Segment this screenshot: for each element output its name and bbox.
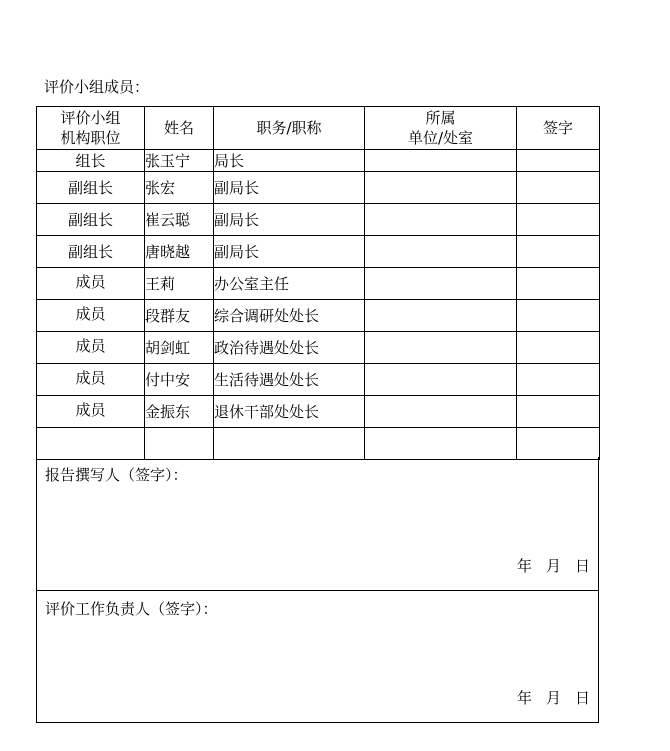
role-cell: 成员 [37,364,145,396]
role-cell [37,428,145,460]
name-cell: 胡剑虹 [145,332,214,364]
evaluation-lead-date [503,688,590,708]
title-cell: 副局长 [214,172,365,204]
table-row [37,396,600,428]
title-cell: 退休干部处处长 [214,396,365,428]
header-role-line2: 机构职位 [60,129,121,147]
header-signature: 签字 [517,107,600,150]
day-label: 日 [574,689,590,707]
evaluation-lead-label: 评价工作负责人（签字）： [45,600,218,618]
signature-cell [517,204,600,236]
title-cell: 政治待遇处处长 [214,332,365,364]
table-row [37,204,600,236]
header-title: 职务/职称 [214,107,365,150]
name-cell: 王莉 [145,268,214,300]
unit-cell [365,172,517,204]
signature-cell [517,236,600,268]
unit-cell [365,396,517,428]
unit-cell [365,150,517,172]
unit-cell [365,204,517,236]
report-writer-section [36,457,599,591]
header-role-line1: 评价小组 [60,109,121,127]
name-cell [145,428,214,460]
signature-cell [517,428,600,460]
title-cell: 综合调研处处长 [214,300,365,332]
evaluation-lead-section [36,591,599,723]
header-name: 姓名 [145,107,214,150]
role-cell: 成员 [37,300,145,332]
table-row [37,172,600,204]
signature-cell [517,332,600,364]
role-cell: 成员 [37,332,145,364]
unit-cell [365,268,517,300]
unit-cell [365,332,517,364]
header-unit-line2: 单位/处室 [407,129,474,147]
table-row [37,300,600,332]
title-cell [214,428,365,460]
unit-cell [365,300,517,332]
role-cell: 副组长 [37,236,145,268]
unit-cell [365,236,517,268]
table-row [37,236,600,268]
table-row [37,428,600,460]
role-cell: 成员 [37,268,145,300]
unit-cell [365,364,517,396]
signature-cell [517,396,600,428]
title-cell: 办公室主任 [214,268,365,300]
role-cell: 副组长 [37,172,145,204]
signature-cell [517,364,600,396]
signature-cell [517,300,600,332]
unit-cell [365,428,517,460]
table-header-row [37,107,600,150]
month-label: 月 [545,557,561,575]
title-cell: 副局长 [214,204,365,236]
evaluation-team-table [36,106,600,460]
header-unit [365,107,517,150]
table-row [37,150,600,172]
signature-cell [517,268,600,300]
role-cell: 副组长 [37,204,145,236]
name-cell: 付中安 [145,364,214,396]
header-unit-line1: 所属 [425,109,456,127]
year-label: 年 [516,557,532,575]
signature-cell [517,150,600,172]
title-cell: 生活待遇处处长 [214,364,365,396]
signature-cell [517,172,600,204]
table-row [37,364,600,396]
table-row [37,268,600,300]
name-cell: 段群友 [145,300,214,332]
name-cell: 唐晓越 [145,236,214,268]
title-cell: 局长 [214,150,365,172]
title-cell: 副局长 [214,236,365,268]
section-title: 评价小组成员： [44,78,150,96]
year-label: 年 [516,689,532,707]
role-cell: 组长 [37,150,145,172]
report-writer-date [503,556,590,576]
role-cell: 成员 [37,396,145,428]
day-label: 日 [574,557,590,575]
name-cell: 张玉宁 [145,150,214,172]
name-cell: 崔云聪 [145,204,214,236]
name-cell: 张宏 [145,172,214,204]
name-cell: 金振东 [145,396,214,428]
header-role [37,107,145,150]
table-row [37,332,600,364]
month-label: 月 [545,689,561,707]
report-writer-label: 报告撰写人（签字）： [45,466,188,484]
